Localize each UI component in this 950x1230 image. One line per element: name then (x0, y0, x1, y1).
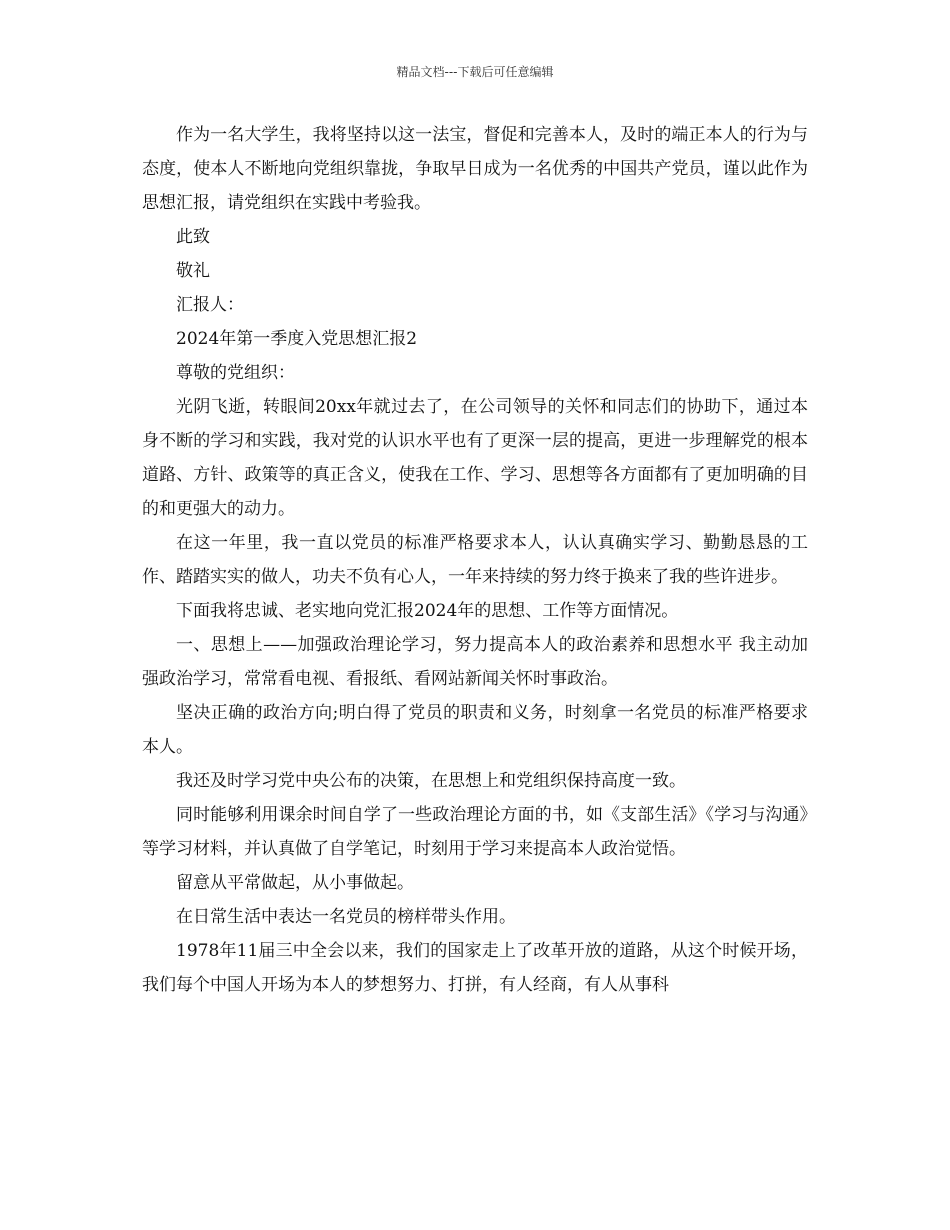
paragraph-political-direction: 坚决正确的政治方向;明白得了党员的职责和义务，时刻拿一名党员的标准严格要求本人。 (142, 703, 808, 757)
paragraph-ideology-heading: 一、思想上——加强政治理论学习，努力提高本人的政治素养和思想水平 我主动加强政治学习，常常看电视、看报纸、看网站新闻关怀时事政治。 (142, 635, 808, 689)
paragraph-report-lead: 下面我将忠诚、老实地向党汇报2024年的思想、工作等方面情况。 (176, 601, 679, 621)
paragraph-closing-statement: 作为一名大学生，我将坚持以这一法宝，督促和完善本人，及时的端正本人的行为与态度，使本人不断地向党组织靠拢，争取早日成为一名优秀的中国共产党员，谨以此作为思想汇报，请党组织在实践中考验我。 (142, 125, 808, 213)
paragraph-role-model: 在日常生活中表达一名党员的榜样带头作用。 (176, 907, 516, 927)
document-body (142, 118, 808, 1002)
paragraph-salutation-cizhi: 此致 (176, 227, 210, 247)
paragraph-central-policy: 我还及时学习党中央公布的决策，在思想上和党组织保持高度一致。 (176, 771, 686, 791)
paragraph-intro: 光阴飞逝，转眼间20xx年就过去了，在公司领导的关怀和同志们的协助下，通过本身不断的学习和实践，我对党的认识水平也有了更深一层的提高，更进一步理解党的根本道路、方针、政策等的真正含义，使我在工作、学习、思想等各方面都有了更加明确的目的和更强大的动力。 (142, 397, 808, 519)
paragraph-salutation-jingli: 敬礼 (176, 261, 210, 281)
paragraph-year-review: 在这一年里，我一直以党员的标准严格要求本人，认认真确实学习、勤勤恳恳的工作、踏踏实实的做人，功夫不负有心人，一年来持续的努力终于换来了我的些许进步。 (142, 533, 808, 587)
section-title: 2024年第一季度入党思想汇报2 (176, 329, 418, 349)
paragraph-reporter: 汇报人： (176, 295, 244, 315)
page-header: 精品文档---下载后可任意编辑 (396, 65, 554, 79)
paragraph-self-study: 同时能够利用课余时间自学了一些政治理论方面的书，如《支部生活》《学习与沟通》等学习材料，并认真做了自学笔记，时刻用于学习来提高本人政治觉悟。 (142, 805, 808, 859)
paragraph-greeting: 尊敬的党组织： (176, 363, 295, 383)
paragraph-start-small: 留意从平常做起，从小事做起。 (176, 873, 414, 893)
paragraph-reform-history: 1978年11届三中全会以来，我们的国家走上了改革开放的道路，从这个时候开场，我们每个中国人开场为本人的梦想努力、打拼，有人经商，有人从事科 (142, 941, 808, 995)
